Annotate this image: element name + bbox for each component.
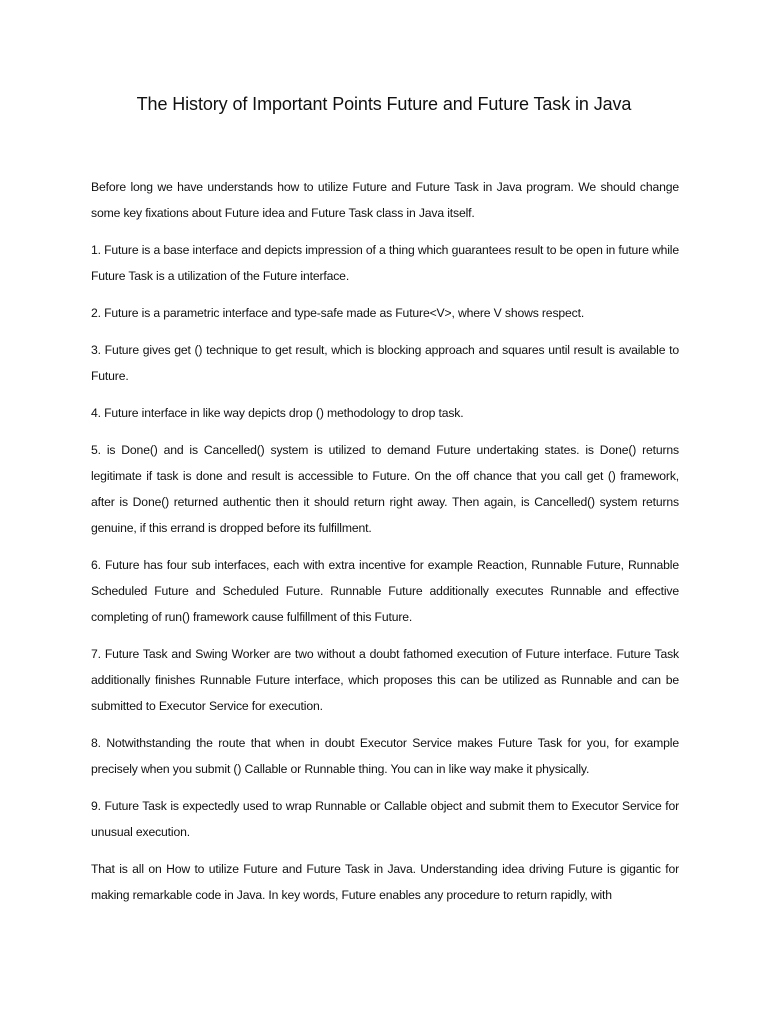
paragraph-point-2: 2. Future is a parametric interface and type-safe made as Future<V>, where V shows respect. [91,306,585,320]
paragraph-point-9: 9. Future Task is expectedly used to wrap Runnable or Callable object and submit them to Executor Service for unusual execution. [91,799,679,839]
document-body [91,174,679,919]
paragraph-intro: Before long we have understands how to utilize Future and Future Task in Java program. We should change some key fixations about Future idea and Future Task class in Java itself. [91,180,679,220]
paragraph-point-4: 4. Future interface in like way depicts drop () methodology to drop task. [91,406,464,420]
document-title: The History of Important Points Future and Future Task in Java [136,94,632,114]
paragraph-point-3: 3. Future gives get () technique to get result, which is blocking approach and squares until result is available to Future. [91,343,679,383]
paragraph-conclusion: That is all on How to utilize Future and Future Task in Java. Understanding idea driving Future is gigantic for making remarkable code in Java. In key words, Future enables any procedure to return rapidly, with [91,862,679,902]
paragraph-point-8: 8. Notwithstanding the route that when in doubt Executor Service makes Future Task for you, for example precisely when you submit () Callable or Runnable thing. You can in like way make it physically. [91,736,679,776]
paragraph-point-1: 1. Future is a base interface and depicts impression of a thing which guarantees result to be open in future while Future Task is a utilization of the Future interface. [91,243,679,283]
paragraph-point-5: 5. is Done() and is Cancelled() system is utilized to demand Future undertaking states. is Done() returns legitimate if task is done and result is accessible to Future. On the off chance that you call get () framework, after is Done() returned authentic then it should return right away. Then again, is Cancelled() system returns genuine, if this errand is dropped before its fulfillment. [91,443,679,535]
paragraph-point-6: 6. Future has four sub interfaces, each with extra incentive for example Reaction, Runnable Future, Runnable Scheduled Future and Scheduled Future. Runnable Future additionally executes Runnable and effective completing of run() framework cause fulfillment of this Future. [91,558,679,624]
paragraph-point-7: 7. Future Task and Swing Worker are two without a doubt fathomed execution of Future interface. Future Task additionally finishes Runnable Future interface, which proposes this can be utilized as Runnable and can be submitted to Executor Service for execution. [91,647,679,713]
